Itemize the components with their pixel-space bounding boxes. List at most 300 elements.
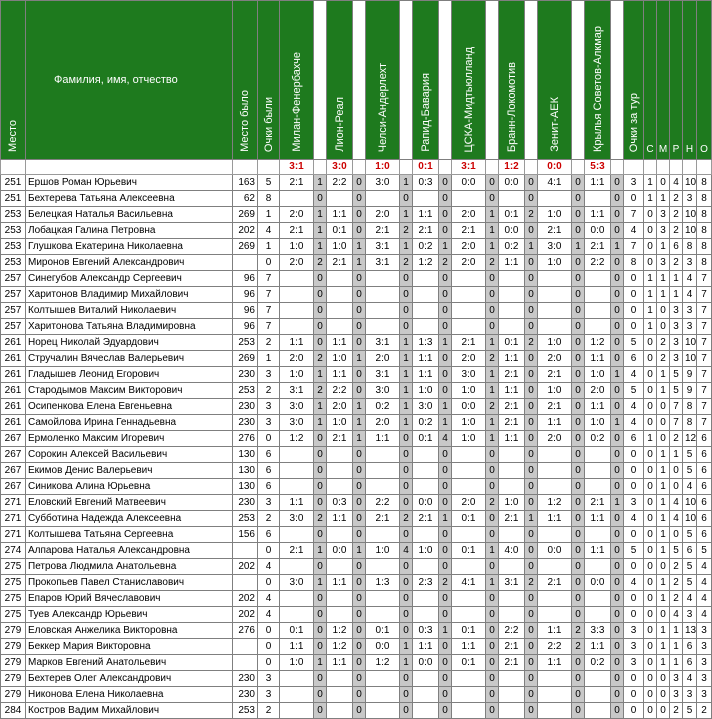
prev-points-cell: 1	[258, 207, 280, 223]
prediction-cell	[327, 319, 353, 335]
prediction-cell: 0:0	[499, 175, 525, 191]
prev-points-cell: 3	[258, 367, 280, 383]
stat-cell: 10	[683, 175, 697, 191]
prediction-points-cell: 1	[486, 415, 499, 431]
prediction-cell	[585, 447, 611, 463]
prediction-points-cell: 0	[353, 383, 366, 399]
prediction-cell	[585, 591, 611, 607]
prediction-points-cell: 0	[400, 495, 413, 511]
header-stat-n: Н	[683, 1, 697, 160]
prediction-cell	[452, 191, 486, 207]
prediction-cell	[499, 527, 525, 543]
prediction-cell	[538, 191, 572, 207]
prediction-points-cell: 0	[353, 575, 366, 591]
prediction-points-cell: 0	[353, 335, 366, 351]
prediction-points-cell: 0	[353, 703, 366, 719]
prediction-points-cell: 1	[400, 239, 413, 255]
prediction-cell: 4:0	[499, 543, 525, 559]
prediction-cell	[327, 271, 353, 287]
tour-points-cell: 3	[624, 639, 644, 655]
prediction-points-cell: 0	[314, 335, 327, 351]
standings-body	[1, 175, 712, 719]
place-cell: 267	[1, 463, 26, 479]
tour-points-cell: 0	[624, 191, 644, 207]
prediction-points-cell: 0	[439, 351, 452, 367]
tour-points-cell: 6	[624, 431, 644, 447]
prediction-points-cell: 0	[439, 479, 452, 495]
prediction-cell	[585, 607, 611, 623]
header-stat-m: М	[657, 1, 670, 160]
stat-cell: 2	[670, 191, 683, 207]
prev-points-cell: 3	[258, 495, 280, 511]
stat-cell: 7	[670, 399, 683, 415]
table-row	[1, 655, 712, 671]
prediction-cell	[280, 319, 314, 335]
prediction-points-cell: 1	[486, 335, 499, 351]
prediction-cell: 2:0	[327, 399, 353, 415]
place-cell: 261	[1, 415, 26, 431]
stat-cell: 1	[657, 287, 670, 303]
prediction-cell: 3:0	[280, 575, 314, 591]
place-cell: 261	[1, 335, 26, 351]
prev-place-cell: 202	[233, 607, 258, 623]
prediction-cell: 1:0	[327, 239, 353, 255]
prediction-points-cell: 2	[314, 383, 327, 399]
prediction-cell: 1:1	[585, 351, 611, 367]
prediction-cell: 2:0	[452, 239, 486, 255]
stat-cell: 3	[683, 303, 697, 319]
prediction-cell	[452, 303, 486, 319]
prediction-cell: 1:1	[327, 207, 353, 223]
prediction-cell	[499, 703, 525, 719]
stat-cell: 4	[670, 495, 683, 511]
stat-cell: 7	[697, 399, 712, 415]
prediction-cell: 1:0	[366, 543, 400, 559]
prediction-points-cell: 0	[611, 687, 624, 703]
prediction-points-cell: 0	[572, 607, 585, 623]
prediction-points-cell: 0	[486, 671, 499, 687]
prediction-points-cell: 0	[572, 287, 585, 303]
prediction-points-cell: 0	[525, 303, 538, 319]
prev-points-cell: 7	[258, 271, 280, 287]
prev-place-cell: 230	[233, 687, 258, 703]
tour-points-cell: 0	[624, 703, 644, 719]
prediction-cell: 1:1	[327, 655, 353, 671]
prediction-cell: 2:1	[413, 511, 439, 527]
prediction-cell	[366, 607, 400, 623]
stat-cell: 0	[644, 447, 657, 463]
prediction-points-cell: 0	[400, 303, 413, 319]
prediction-cell: 3:1	[366, 239, 400, 255]
prediction-points-cell: 0	[611, 479, 624, 495]
prediction-points-cell: 0	[572, 559, 585, 575]
stat-cell: 0	[644, 511, 657, 527]
prediction-cell: 4:1	[452, 575, 486, 591]
header-stat-s: С	[644, 1, 657, 160]
prediction-cell	[366, 191, 400, 207]
stat-cell: 1	[670, 287, 683, 303]
prediction-cell: 0:0	[499, 223, 525, 239]
prediction-points-cell: 1	[314, 543, 327, 559]
prediction-points-cell: 0	[525, 415, 538, 431]
actual-score-3: 1:0	[366, 160, 400, 175]
stat-cell: 1	[657, 591, 670, 607]
stat-cell: 0	[644, 255, 657, 271]
prediction-points-cell: 1	[353, 431, 366, 447]
prediction-cell	[452, 559, 486, 575]
prev-points-cell: 0	[258, 255, 280, 271]
prediction-cell: 0:0	[366, 639, 400, 655]
prediction-points-cell: 0	[611, 463, 624, 479]
prediction-points-cell: 0	[611, 623, 624, 639]
prev-place-cell: 202	[233, 591, 258, 607]
header-match-4-pts	[439, 1, 452, 160]
prediction-points-cell: 0	[486, 175, 499, 191]
prediction-cell: 2:2	[538, 639, 572, 655]
prediction-points-cell: 0	[611, 559, 624, 575]
stat-cell: 1	[670, 655, 683, 671]
prediction-points-cell: 1	[611, 239, 624, 255]
header-match-2-pts	[353, 1, 366, 160]
stat-cell: 7	[697, 351, 712, 367]
prediction-cell	[585, 271, 611, 287]
place-cell: 251	[1, 175, 26, 191]
prediction-cell: 1:1	[499, 351, 525, 367]
prediction-cell: 1:1	[280, 639, 314, 655]
name-cell: Глушкова Екатерина Николаевна	[26, 239, 233, 255]
stat-cell: 2	[670, 255, 683, 271]
prev-points-cell: 3	[258, 415, 280, 431]
stat-cell: 4	[670, 175, 683, 191]
prediction-cell: 2:1	[538, 575, 572, 591]
stat-cell: 1	[644, 191, 657, 207]
prediction-points-cell: 0	[314, 287, 327, 303]
prediction-cell	[452, 687, 486, 703]
prev-place-cell: 276	[233, 431, 258, 447]
prediction-cell	[499, 271, 525, 287]
prediction-cell: 3:1	[366, 335, 400, 351]
prev-points-cell: 6	[258, 527, 280, 543]
prediction-points-cell: 0	[439, 191, 452, 207]
prediction-cell: 0:1	[413, 431, 439, 447]
stat-cell: 1	[644, 287, 657, 303]
prediction-cell: 2:2	[585, 255, 611, 271]
prediction-cell	[413, 479, 439, 495]
prediction-cell: 0:0	[452, 399, 486, 415]
prediction-points-cell: 0	[353, 319, 366, 335]
prediction-points-cell: 0	[611, 655, 624, 671]
stat-cell: 0	[644, 223, 657, 239]
stat-cell: 3	[670, 687, 683, 703]
prev-points-cell: 2	[258, 383, 280, 399]
prediction-points-cell: 0	[400, 591, 413, 607]
tour-points-cell: 3	[624, 175, 644, 191]
prediction-points-cell: 1	[611, 415, 624, 431]
prediction-points-cell: 0	[525, 639, 538, 655]
prev-points-cell: 4	[258, 223, 280, 239]
prediction-cell	[327, 447, 353, 463]
name-cell: Туев Александр Юрьевич	[26, 607, 233, 623]
prediction-points-cell: 1	[486, 239, 499, 255]
prediction-cell: 0:2	[413, 415, 439, 431]
prev-place-cell: 96	[233, 303, 258, 319]
prediction-points-cell: 0	[525, 671, 538, 687]
prediction-cell: 1:1	[499, 255, 525, 271]
prev-points-cell: 2	[258, 703, 280, 719]
prev-place-cell: 96	[233, 271, 258, 287]
prediction-points-cell: 0	[353, 175, 366, 191]
tour-points-cell: 7	[624, 239, 644, 255]
stat-cell: 10	[683, 511, 697, 527]
prediction-points-cell: 0	[525, 399, 538, 415]
prediction-cell: 2:0	[280, 255, 314, 271]
prediction-cell	[413, 527, 439, 543]
stat-cell: 1	[657, 463, 670, 479]
prev-place-cell	[233, 255, 258, 271]
stat-cell: 1	[657, 479, 670, 495]
stat-cell: 1	[657, 623, 670, 639]
prev-points-cell: 2	[258, 511, 280, 527]
prediction-cell: 1:1	[327, 367, 353, 383]
name-cell: Харитонов Владимир Михайлович	[26, 287, 233, 303]
prediction-points-cell: 0	[611, 191, 624, 207]
tour-points-cell: 4	[624, 415, 644, 431]
prev-place-cell: 202	[233, 223, 258, 239]
prediction-cell	[538, 447, 572, 463]
prediction-points-cell: 0	[400, 191, 413, 207]
prediction-cell: 2:1	[366, 511, 400, 527]
prediction-points-cell: 0	[314, 191, 327, 207]
place-cell: 275	[1, 607, 26, 623]
prediction-points-cell: 0	[439, 655, 452, 671]
stat-cell: 6	[683, 639, 697, 655]
prediction-cell	[280, 479, 314, 495]
prediction-cell	[538, 271, 572, 287]
prediction-points-cell: 0	[353, 687, 366, 703]
prediction-cell: 2:1	[452, 335, 486, 351]
prediction-cell: 0:1	[280, 623, 314, 639]
prediction-cell: 2:0	[538, 431, 572, 447]
prediction-points-cell: 0	[353, 287, 366, 303]
stat-cell: 8	[697, 207, 712, 223]
stat-cell: 2	[670, 703, 683, 719]
stat-cell: 1	[670, 623, 683, 639]
prev-points-cell: 7	[258, 287, 280, 303]
tour-points-cell: 3	[624, 495, 644, 511]
prediction-points-cell: 0	[353, 447, 366, 463]
stat-cell: 5	[697, 543, 712, 559]
prediction-points-cell: 0	[353, 303, 366, 319]
prediction-points-cell: 0	[525, 703, 538, 719]
prediction-cell: 2:0	[280, 351, 314, 367]
prediction-cell	[280, 687, 314, 703]
header-prev-points: Очки были	[258, 1, 280, 160]
prediction-cell: 3:1	[280, 383, 314, 399]
prediction-points-cell: 1	[353, 255, 366, 271]
prediction-cell	[327, 191, 353, 207]
prediction-points-cell: 0	[611, 527, 624, 543]
stat-cell: 5	[670, 367, 683, 383]
prediction-cell: 0:2	[366, 399, 400, 415]
prediction-cell	[366, 687, 400, 703]
prediction-points-cell: 0	[486, 559, 499, 575]
stat-cell: 6	[697, 527, 712, 543]
place-cell: 267	[1, 431, 26, 447]
prediction-cell: 1:1	[499, 383, 525, 399]
prediction-points-cell: 2	[439, 255, 452, 271]
actual-score-5: 3:1	[452, 160, 486, 175]
prediction-points-cell: 0	[611, 447, 624, 463]
stat-cell: 0	[644, 703, 657, 719]
header-match-6-pts	[525, 1, 538, 160]
table-row	[1, 175, 712, 191]
stat-cell: 5	[670, 383, 683, 399]
tour-points-cell: 0	[624, 527, 644, 543]
prediction-cell: 0:0	[585, 575, 611, 591]
prediction-cell	[366, 287, 400, 303]
prediction-points-cell: 0	[439, 319, 452, 335]
prediction-points-cell: 0	[439, 383, 452, 399]
stat-cell: 3	[683, 191, 697, 207]
stat-cell: 3	[697, 687, 712, 703]
stat-cell: 13	[683, 623, 697, 639]
prediction-points-cell: 0	[572, 495, 585, 511]
prediction-cell: 1:1	[280, 335, 314, 351]
prediction-cell	[585, 527, 611, 543]
prediction-points-cell: 2	[525, 575, 538, 591]
prediction-cell	[538, 607, 572, 623]
name-cell: Прокопьев Павел Станиславович	[26, 575, 233, 591]
stat-cell: 0	[657, 415, 670, 431]
prediction-points-cell: 0	[314, 447, 327, 463]
table-row	[1, 447, 712, 463]
prediction-cell: 1:1	[327, 335, 353, 351]
prediction-points-cell: 0	[572, 527, 585, 543]
stat-cell: 1	[657, 543, 670, 559]
stat-cell: 1	[670, 639, 683, 655]
table-row	[1, 687, 712, 703]
prediction-cell	[327, 479, 353, 495]
prediction-cell: 1:2	[413, 255, 439, 271]
prev-place-cell: 253	[233, 383, 258, 399]
prediction-cell: 0:1	[452, 655, 486, 671]
prediction-points-cell: 0	[572, 543, 585, 559]
name-cell: Никонова Елена Николаевна	[26, 687, 233, 703]
stat-cell: 8	[697, 175, 712, 191]
table-row	[1, 591, 712, 607]
prediction-points-cell: 2	[400, 511, 413, 527]
actual-scores-row	[1, 160, 712, 175]
prediction-cell	[327, 703, 353, 719]
prediction-points-cell: 0	[525, 559, 538, 575]
prediction-points-cell: 0	[611, 383, 624, 399]
name-cell: Бехтерев Олег Александрович	[26, 671, 233, 687]
prediction-cell	[327, 287, 353, 303]
prediction-points-cell: 0	[486, 447, 499, 463]
prediction-points-cell: 0	[400, 607, 413, 623]
prediction-cell	[452, 447, 486, 463]
prediction-cell	[413, 607, 439, 623]
name-cell: Костров Вадим Михайлович	[26, 703, 233, 719]
prev-place-cell: 130	[233, 479, 258, 495]
stat-cell: 1	[657, 511, 670, 527]
prediction-points-cell: 0	[439, 287, 452, 303]
prediction-cell: 1:1	[585, 639, 611, 655]
prediction-points-cell: 0	[353, 271, 366, 287]
prediction-cell	[452, 671, 486, 687]
prediction-points-cell: 0	[486, 687, 499, 703]
tour-points-cell: 0	[624, 687, 644, 703]
stat-cell: 7	[697, 319, 712, 335]
header-match-3: Челси-Андерлехт	[366, 1, 400, 160]
stat-cell: 3	[670, 303, 683, 319]
stat-cell: 0	[670, 463, 683, 479]
prediction-points-cell: 0	[400, 319, 413, 335]
place-cell: 275	[1, 591, 26, 607]
prediction-points-cell: 0	[353, 559, 366, 575]
prediction-cell: 1:3	[413, 335, 439, 351]
prediction-cell: 1:0	[413, 383, 439, 399]
stat-cell: 2	[657, 351, 670, 367]
prev-place-cell: 156	[233, 527, 258, 543]
prediction-points-cell: 1	[314, 415, 327, 431]
prediction-points-cell: 1	[611, 495, 624, 511]
stat-cell: 10	[683, 207, 697, 223]
prediction-points-cell: 0	[353, 591, 366, 607]
prediction-points-cell: 0	[572, 671, 585, 687]
prev-points-cell: 6	[258, 479, 280, 495]
prediction-cell: 2:1	[413, 223, 439, 239]
stat-cell: 0	[657, 431, 670, 447]
prediction-cell	[366, 671, 400, 687]
prediction-cell: 1:1	[585, 511, 611, 527]
stat-cell: 8	[683, 415, 697, 431]
prediction-cell	[452, 271, 486, 287]
prediction-cell: 2:2	[327, 383, 353, 399]
prediction-cell: 0:1	[452, 543, 486, 559]
tour-points-cell: 4	[624, 367, 644, 383]
prediction-cell: 3:3	[585, 623, 611, 639]
place-cell: 253	[1, 239, 26, 255]
prediction-cell: 2:1	[538, 223, 572, 239]
prediction-points-cell: 0	[353, 191, 366, 207]
prediction-points-cell: 0	[314, 463, 327, 479]
place-cell: 253	[1, 255, 26, 271]
prediction-points-cell: 0	[486, 479, 499, 495]
tour-points-cell: 0	[624, 559, 644, 575]
prediction-points-cell: 0	[572, 703, 585, 719]
prediction-cell: 3:0	[366, 383, 400, 399]
prediction-cell	[452, 479, 486, 495]
prediction-cell	[327, 463, 353, 479]
prediction-points-cell: 0	[314, 639, 327, 655]
prediction-cell: 1:0	[538, 255, 572, 271]
prediction-cell	[413, 687, 439, 703]
prev-points-cell: 4	[258, 559, 280, 575]
table-row	[1, 415, 712, 431]
prediction-cell: 1:1	[499, 431, 525, 447]
prediction-cell: 1:1	[366, 431, 400, 447]
name-cell: Осипенкова Елена Евгеньевна	[26, 399, 233, 415]
prediction-cell: 1:1	[327, 511, 353, 527]
prediction-points-cell: 0	[314, 527, 327, 543]
stat-cell: 0	[657, 671, 670, 687]
prediction-cell	[280, 271, 314, 287]
table-row	[1, 191, 712, 207]
prediction-cell	[280, 559, 314, 575]
actual-score-2: 3:0	[327, 160, 353, 175]
header-match-8-pts	[611, 1, 624, 160]
